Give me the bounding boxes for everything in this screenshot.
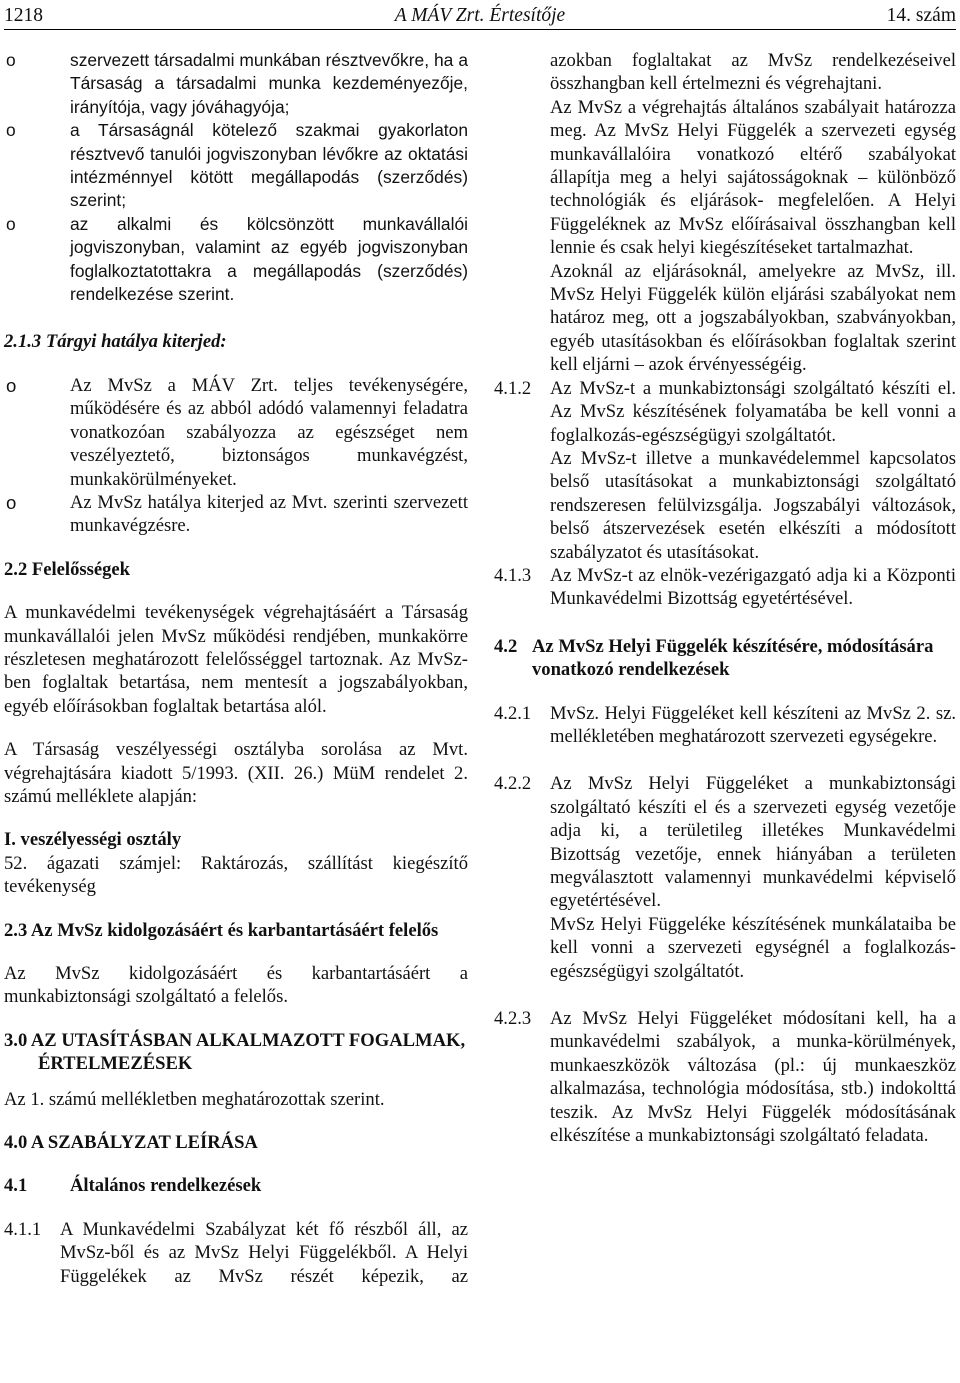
paragraph: Az MvSz kidolgozásáért és karbantartásáért a munkabiztonsági szolgáltató a felelős. bbox=[4, 963, 468, 1008]
section-heading-4-1: 4.1 Általános rendelkezések bbox=[4, 1175, 262, 1197]
section-heading-4-0: 4.0 A SZABÁLYZAT LEÍRÁSA bbox=[4, 1132, 258, 1154]
list-item: o Az MvSz a MÁV Zrt. teljes tevékenységére, működésére és az abból adódó valamennyi feladatra vonatkozóan szabályozza az egészséget nem veszélyeztető, biztonságos munkavégzést, munkakörülményeket. bbox=[6, 374, 468, 490]
right-column bbox=[494, 49, 956, 1147]
bullet-marker: o bbox=[6, 50, 16, 70]
section-4-1-3: 4.1.3 Az MvSz-t az elnök-vezérigazgató adja ki a Központi Munkavédelmi Bizottság egyetértésével. bbox=[494, 564, 956, 610]
bullet-marker: o bbox=[6, 374, 17, 396]
paragraph: azokban foglaltakat az MvSz rendelkezéseivel összhangban kell értelmezni és végrehajtani. bbox=[550, 50, 956, 95]
section-4-2-1: 4.2.1 MvSz. Helyi Függeléket kell készíteni az MvSz 2. sz. mellékletében meghatározott szervezeti egységekre. bbox=[494, 702, 956, 747]
list-item: o szervezett társadalmi munkában résztvevőkre, ha a Társaság a társadalmi munka kezdeményezője, irányítója, vagy jóváhagyója; bbox=[6, 50, 468, 117]
page-header bbox=[4, 3, 956, 30]
paragraph: Az MvSz a végrehajtás általános szabályait határozza meg. Az MvSz Helyi Függelék a szervezeti egység munkavállalóira vonatkozó eltérő szabályokat állapítja meg a helyi sajátosságoknak – különböző technológiák és eljárások- megfelelően. A Helyi Függeléknek az MvSz előírásaival összhangban kell lennie és csak helyi kiegészítéseket tartalmazhat. bbox=[550, 96, 956, 259]
section-4-1-1: 4.1.1 A Munkavédelmi Szabályzat két fő részből áll, az MvSz-ből és az MvSz Helyi Függelékből. A Helyi Függelékek az MvSz részét képezik, az bbox=[4, 1218, 468, 1287]
section-heading-4-2: 4.2 Az MvSz Helyi Függelék készítésére, módosítására vonatkozó rendelkezések bbox=[494, 635, 934, 681]
paragraph: 52. ágazati számjel: Raktározás, szállítást kiegészítő tevékenység bbox=[4, 852, 468, 898]
list-item: o a Társaságnál kötelező szakmai gyakorlaton résztvevő tanulói jogviszonyban lévőkre az oktatási intézménnyel kötött megállapodás (szerződés) szerint; bbox=[6, 120, 468, 211]
section-heading-3-0: 3.0 AZ UTASÍTÁSBAN ALKALMAZOTT FOGALMAK, ÉRTELMEZÉSEK bbox=[4, 1029, 466, 1075]
paragraph: Az 1. számú mellékletben meghatározottak szerint. bbox=[4, 1088, 385, 1110]
section-4-2-2: 4.2.2 Az MvSz Helyi Függeléket a munkabiztonsági szolgáltató készíti el és a szervezeti egység vezetője adja ki, a területileg illetékes Munkavédelmi Bizottság vezetője, ennek hiányában a területen megválasztott valamennyi munkavédelmi képviselő egyetértésével. MvSz Helyi Függeléke készítésének munkálataiba be kell vonni a szervezeti egységnél a foglalkozás-egészségügyi szolgáltatót. bbox=[494, 773, 956, 982]
section-4-2-3: 4.2.3 Az MvSz Helyi Függeléket módosítani kell, ha a munkavédelmi szabályok, a munka-körülmények, munkaeszközök változása (pl.: új munkaeszköz alkalmazása, technológia módosítása, stb.) indokolttá teszik. Az MvSz Helyi Függelék módosításának elkészítése a munkabiztonsági szolgáltató feladata. bbox=[494, 1008, 956, 1147]
section-4-1-2: 4.1.2 Az MvSz-t a munkabiztonsági szolgáltató készíti el. Az MvSz készítésének folyamatába be kell vonni a foglalkozás-egészségügyi szolgáltatót. Az MvSz-t illetve a munkavédelemmel kapcsolatos belső utasításokat a munkabiztonsági szolgáltató rendszeresen felülvizsgálja. Jogszabályi változások, belső átszervezések esetén elkészíti a módosított szabályzatot és utasításokat. bbox=[494, 377, 956, 563]
bullet-marker: o bbox=[6, 213, 16, 234]
list-item: o az alkalmi és kölcsönzött munkavállalói jogviszonyban, valamint az egyéb jogviszonyban foglalkoztatottakra a megállapodás (szerződés) rendelkezése szerint. bbox=[6, 213, 468, 305]
hazard-class-title: I. veszélyességi osztály bbox=[4, 829, 182, 851]
bullet-marker: o bbox=[6, 491, 17, 513]
paragraph: Azoknál az eljárásoknál, amelyekre az MvSz, ill. MvSz Helyi Függelék külön eljárási szabályokat nem határoz meg, ott a jogszabályokban, szabványokban, egyéb utasításokban és előírásokban foglaltak szerint kell eljárni – azok érvényességéig. bbox=[550, 260, 956, 376]
issue-number: 14. szám bbox=[886, 5, 956, 26]
paragraph: A munkavédelmi tevékenységek végrehajtásáért a Társaság munkavállalói jelen MvSz működési rendjében, munkakörre részletesen meghatározott felelősséggel tartoznak. Az MvSz-ben foglaltak betartása, nem mentesít a jogszabályokban, egyéb előírásokban foglaltak betartása alól. bbox=[4, 602, 468, 717]
bullet-marker: o bbox=[6, 120, 16, 141]
list-item: o Az MvSz hatálya kiterjed az Mvt. szerinti szervezett munkavégzésre. bbox=[6, 491, 468, 537]
page-number: 1218 bbox=[4, 5, 43, 26]
section-heading-2-2: 2.2 Felelősségek bbox=[4, 558, 130, 580]
journal-title: A MÁV Zrt. Értesítője bbox=[394, 5, 566, 26]
section-heading-2-1-3: 2.1.3 Tárgyi hatálya kiterjed: bbox=[4, 331, 227, 353]
paragraph: A Társaság veszélyességi osztályba sorolása az Mvt. végrehajtására kiadott 5/1993. (XII. 26.) MüM rendelet 2. számú melléklete alapján: bbox=[4, 739, 468, 807]
left-column bbox=[4, 49, 468, 1288]
section-heading-2-3: 2.3 Az MvSz kidolgozásáért és karbantartásáért felelős bbox=[4, 919, 439, 941]
